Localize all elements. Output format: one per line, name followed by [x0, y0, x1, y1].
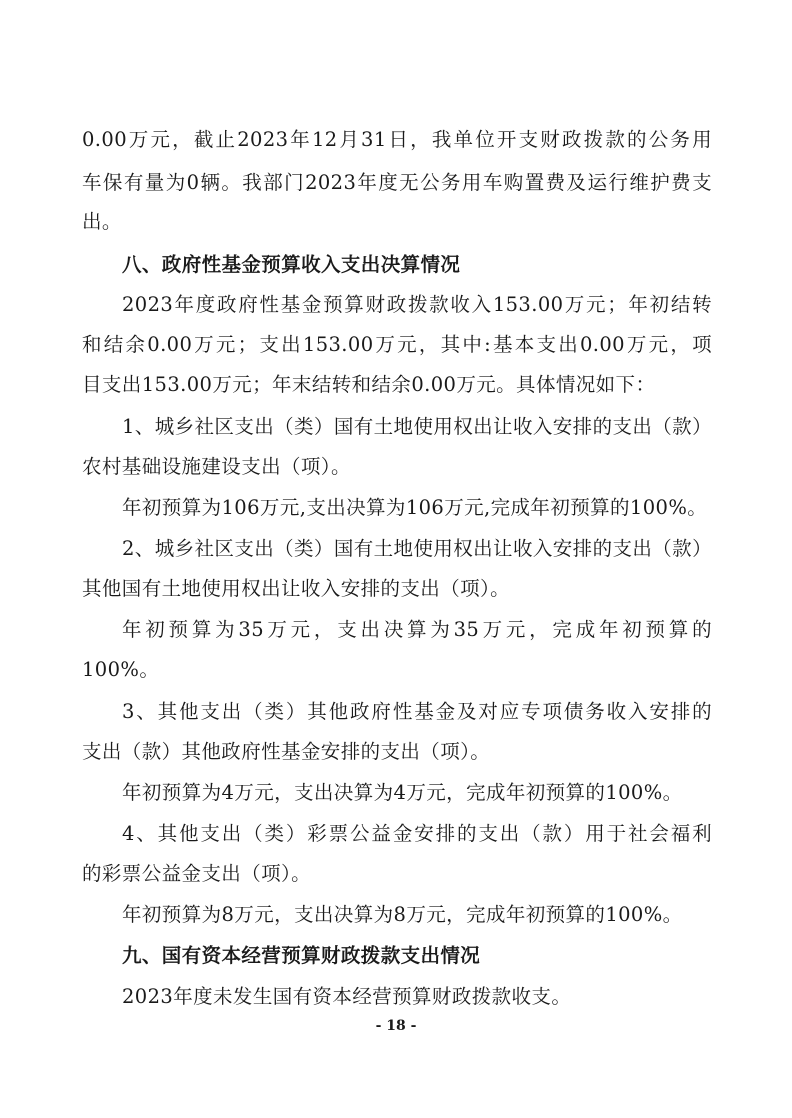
list-item-4-title: 4、其他支出（类）彩票公益金安排的支出（款）用于社会福利 — [122, 822, 712, 845]
paragraph-line: 车保有量为0辆。我部门2023年度无公务用车购置费及运行维护费支 — [82, 171, 712, 194]
paragraph-line: 目支出153.00万元；年末结转和结余0.00万元。具体情况如下： — [82, 373, 656, 396]
list-item-1-detail: 年初预算为106万元,支出决算为106万元,完成年初预算的100%。 — [122, 496, 708, 519]
list-item-2-title-cont: 其他国有土地使用权出让收入安排的支出（项）。 — [82, 577, 511, 600]
list-item-3-detail: 年初预算为4万元，支出决算为4万元，完成年初预算的100%。 — [122, 781, 683, 804]
paragraph-line: 出。 — [82, 210, 122, 233]
paragraph-line: 2023年度政府性基金预算财政拨款收入153.00万元；年初结转 — [122, 293, 712, 316]
list-item-1-title: 1、城乡社区支出（类）国有土地使用权出让收入安排的支出（款） — [122, 415, 712, 438]
list-item-4-detail: 年初预算为8万元，支出决算为8万元，完成年初预算的100%。 — [122, 903, 683, 926]
list-item-4-title-cont: 的彩票公益金支出（项）。 — [82, 862, 312, 885]
paragraph-line: 和结余0.00万元；支出153.00万元，其中:基本支出0.00万元，项 — [82, 333, 712, 356]
list-item-3-title: 3、其他支出（类）其他政府性基金及对应专项债务收入安排的 — [122, 700, 712, 723]
page-number: - 18 - — [375, 1018, 417, 1034]
section-heading-9: 九、国有资本经营预算财政拨款支出情况 — [122, 944, 481, 967]
list-item-2-title: 2、城乡社区支出（类）国有土地使用权出让收入安排的支出（款） — [122, 537, 712, 560]
list-item-3-title-cont: 支出（款）其他政府性基金安排的支出（项）。 — [82, 740, 491, 763]
list-item-1-title-cont: 农村基础设施建设支出（项）。 — [82, 455, 351, 478]
list-item-2-detail-cont: 100%。 — [82, 658, 160, 681]
paragraph-line: 2023年度未发生国有资本经营预算财政拨款收支。 — [122, 985, 572, 1008]
paragraph-line: 0.00万元，截止2023年12月31日，我单位开支财政拨款的公务用 — [82, 128, 712, 151]
list-item-2-detail: 年初预算为35万元，支出决算为35万元，完成年初预算的 — [122, 618, 712, 641]
section-heading-8: 八、政府性基金预算收入支出决算情况 — [122, 253, 461, 276]
